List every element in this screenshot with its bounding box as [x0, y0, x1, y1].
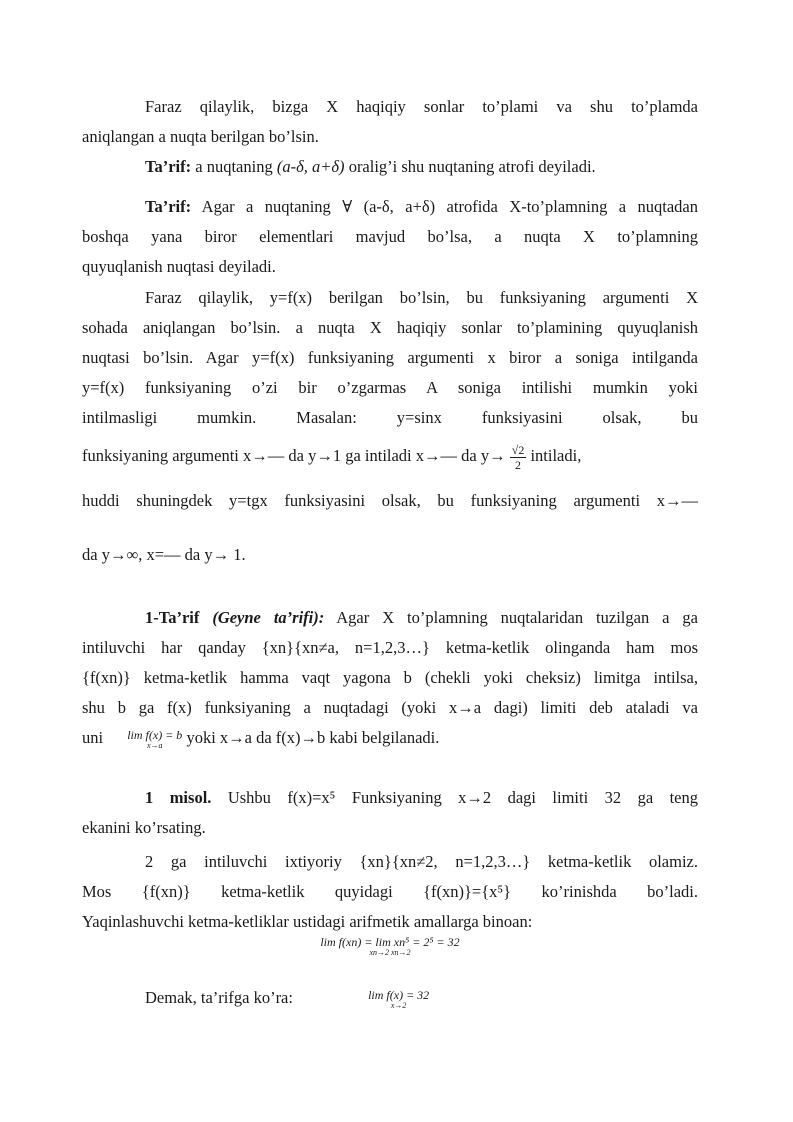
text-line: Faraz qilaylik, bizga X haqiqiy sonlar to’plami va shu to’plamda [145, 97, 698, 116]
definition-label: 1-Ta’rif [145, 608, 213, 627]
text-span: yoki x→a da f(x)→b kabi belgilanadi. [186, 728, 440, 747]
text-line: boshqa yana biror elementlari mavjud bo’lsa, a nuqta X to’plamning [82, 227, 698, 246]
interval: (a-δ, a+δ) [276, 157, 345, 176]
definition-label-italic: (Geyne ta’rifi): [212, 608, 325, 627]
text-line: quyuqlanish nuqtasi deyiladi. [82, 257, 276, 276]
text-line: y=f(x) funksiyaning o’zi bir o’zgarmas A soniga intilishi mumkin yoki [82, 378, 698, 397]
definition-label: Ta’rif: [145, 197, 192, 216]
text-line: ekanini ko’rsating. [82, 818, 206, 837]
text-span: oralig’i shu nuqtaning atrofi deyiladi. [344, 157, 596, 176]
text-line: Mos {f(xn)} ketma-ketlik quyidagi {f(xn)}={x⁵} ko’rinishda bo’ladi. [82, 882, 698, 901]
text-line: aniqlangan a nuqta berilgan bo’lsin. [82, 127, 319, 146]
paragraph-function-limit [82, 283, 698, 570]
text-line: Faraz qilaylik, y=f(x) berilgan bo’lsin, bu funksiyaning argumenti X [145, 288, 698, 307]
text-line: sohada aniqlangan bo’lsin. a nuqta X haqiqiy sonlar to’plamining quyuqlanish [82, 318, 698, 337]
text-line: intiluvchi har qanday {xn}{xn≠a, n=1,2,3…} ketma-ketlik olinganda ham mos [82, 638, 698, 657]
equation-subscript: xn→2 xn→2 [369, 948, 411, 957]
definition-label: Ta’rif: [145, 157, 192, 176]
text-line: da y→∞, x=— da y→ 1. [82, 544, 246, 564]
text-span: uni [82, 728, 104, 747]
text-line: shu b ga f(x) funksiyaning a nuqtadagi (yoki x→a dagi) limiti deb ataladi va [82, 698, 698, 717]
text-span: a nuqtaning [191, 157, 277, 176]
text-span: Agar X to’plamning nuqtalaridan tuzilgan a ga [324, 608, 698, 627]
definition-accumulation-point [82, 192, 698, 282]
text-span: intiladi, [530, 446, 582, 465]
text-span: funksiyaning argumenti x→— da y→1 ga intiladi x→— da y→ [82, 446, 506, 465]
text-line: nuqtasi bo’lsin. Agar y=f(x) funksiyaning argumenti x biror a soniga intilganda [82, 348, 698, 367]
text-span: Agar a nuqtaning ∀ (a-δ, a+δ) atrofida X-to’plamning a nuqtadan [191, 197, 698, 216]
fraction-sqrt2-over-2: $\frac{√2}{2}$ [511, 442, 525, 472]
example-label: 1 misol. [145, 788, 212, 807]
limit-notation: lim f(x) = b x→a [127, 727, 183, 750]
example-1 [82, 783, 698, 937]
text-line: intilmasligi mumkin. Masalan: y=sinx funksiyasini olsak, bu [82, 408, 698, 427]
text-line: {f(xn)} ketma-ketlik hamma vaqt yagona b (chekli yoki cheksiz) limitga intilsa, [82, 668, 698, 687]
text-span: Ushbu f(x)=x⁵ Funksiyaning x→2 dagi limiti 32 ga teng [211, 788, 698, 807]
definition-heine [82, 603, 698, 753]
text-line: Yaqinlashuvchi ketma-ketliklar ustidagi arifmetik amallarga binoan: [82, 912, 533, 931]
paragraph-intro [82, 92, 698, 152]
definition-neighborhood [82, 152, 698, 182]
limit-notation: lim f(x) = 32 x→2 [368, 987, 430, 1010]
conclusion [82, 983, 698, 1013]
equation-text: lim f(xn) = lim xn⁵ = 2⁵ = 32 [320, 935, 460, 949]
text-span: Demak, ta’rifga ko’ra: [145, 988, 293, 1007]
text-line: huddi shuningdek y=tgx funksiyasini olsak, bu funksiyaning argumenti x→— [82, 490, 698, 510]
limit-equation [82, 936, 698, 957]
text-line: 2 ga intiluvchi ixtiyoriy {xn}{xn≠2, n=1,2,3…} ketma-ketlik olamiz. [145, 852, 698, 871]
